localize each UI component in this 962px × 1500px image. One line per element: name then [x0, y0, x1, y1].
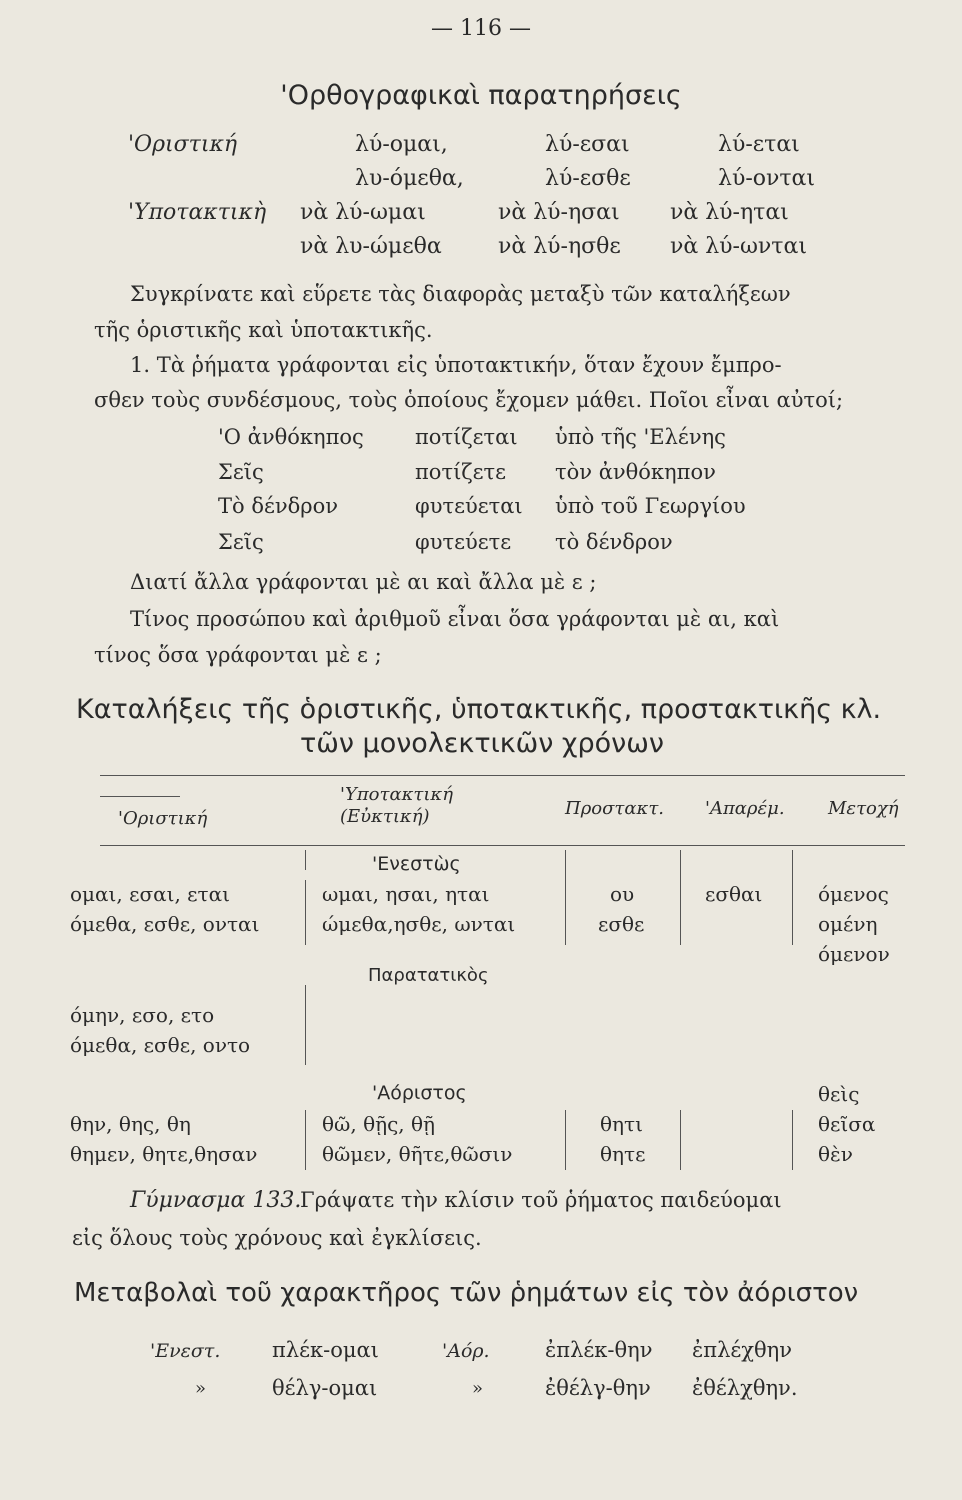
- table-cell: ώμεθα,ησθε, ωνται: [322, 912, 516, 936]
- aorist-form: ἐπλέχθην: [692, 1338, 792, 1362]
- conj-form: νὰ λυ-ώμεθα: [300, 234, 442, 259]
- paragraph-line: τῆς ὁριστικῆς καὶ ὑποτακτικῆς.: [94, 318, 433, 342]
- example-verb: ποτίζετε: [415, 460, 507, 484]
- example-rest: ὑπὸ τῆς 'Ελένης: [555, 425, 726, 449]
- present-form: θέλγ-ομαι: [272, 1376, 378, 1400]
- table-cell: εσθαι: [705, 882, 763, 906]
- table-cell: όμεθα, εσθε, ονται: [70, 912, 260, 936]
- aor-label: 'Αόρ.: [442, 1340, 490, 1362]
- example-rest: ὑπὸ τοῦ Γεωργίου: [555, 494, 746, 518]
- question-line: τίνος ὅσα γράφονται μὲ ε ;: [94, 643, 382, 667]
- conj-form: λύ-ομαι,: [355, 132, 448, 157]
- column-rule: [305, 850, 306, 870]
- paragraph-line: σθεν τοὺς συνδέσμους, τοὺς ὁποίους ἔχομεν μάθει. Ποῖοι εἶναι αὐτοί;: [94, 388, 844, 412]
- column-rule: [305, 880, 306, 945]
- aorist-form: ἐπλέκ-θην: [545, 1338, 653, 1362]
- conj-form: λύ-ονται: [718, 166, 816, 191]
- example-subject: Σεῖς: [218, 530, 264, 554]
- column-rule: [680, 1110, 681, 1170]
- section-heading: τῶν μονολεκτικῶν χρόνων: [300, 728, 664, 759]
- column-rule: [792, 850, 793, 945]
- tense-label-enestos: 'Ενεστὼς: [372, 853, 461, 875]
- table-rule: [100, 796, 180, 797]
- tense-label-paratatikos: Παρατατικὸς: [368, 965, 489, 986]
- conj-form: λύ-εται: [718, 132, 800, 157]
- section-heading: Μεταβολαὶ τοῦ χαρακτῆρος τῶν ῥημάτων εἰς τὸν ἀόριστον: [74, 1278, 859, 1308]
- table-cell: θῶ, θῇς, θῇ: [322, 1112, 436, 1136]
- header-eyktiki: (Εὐκτική): [340, 806, 430, 827]
- table-cell: θῶμεν, θῆτε,θῶσιν: [322, 1142, 513, 1166]
- conj-form: λύ-εσαι: [545, 132, 630, 157]
- oristiki-label: 'Οριστική: [128, 132, 238, 157]
- example-verb: ποτίζεται: [415, 425, 518, 449]
- table-cell: όμεθα, εσθε, οντο: [70, 1033, 251, 1057]
- table-cell: θητι: [600, 1112, 643, 1136]
- section-heading: Καταλήξεις τῆς ὁριστικῆς, ὑποτακτικῆς, προστακτικῆς κλ.: [76, 694, 882, 725]
- enest-label: 'Ενεστ.: [150, 1340, 221, 1362]
- paragraph-line: Συγκρίνατε καὶ εὕρετε τὰς διαφορὰς μεταξὺ τῶν καταλήξεων: [130, 282, 791, 306]
- header-oristiki: 'Οριστική: [118, 808, 208, 829]
- column-rule: [792, 1110, 793, 1170]
- table-cell: ομαι, εσαι, εται: [70, 882, 230, 906]
- column-rule: [305, 985, 306, 1065]
- exercise-text: εἰς ὅλους τοὺς χρόνους καὶ ἐγκλίσεις.: [72, 1226, 482, 1250]
- ditto-mark: »: [195, 1378, 207, 1399]
- example-verb: φυτεύεται: [415, 494, 523, 518]
- table-cell: θην, θης, θη: [70, 1112, 191, 1136]
- page-number: — 116 —: [431, 16, 531, 41]
- table-cell: θεὶς: [818, 1082, 860, 1106]
- conj-form: νὰ λύ-ησθε: [498, 234, 621, 259]
- table-cell: όμενος: [818, 882, 889, 906]
- table-cell: όμενον: [818, 942, 890, 966]
- conj-form: λυ-όμεθα,: [355, 166, 464, 191]
- column-rule: [305, 1110, 306, 1170]
- example-subject: Τὸ δένδρον: [218, 494, 339, 518]
- page-title: 'Ορθογραφικαὶ παρατηρήσεις: [280, 80, 682, 111]
- column-rule: [565, 850, 566, 945]
- table-top-rule: [100, 775, 905, 776]
- present-form: πλέκ-ομαι: [272, 1338, 379, 1362]
- example-verb: φυτεύετε: [415, 530, 512, 554]
- conj-form: νὰ λύ-ηται: [670, 200, 789, 225]
- column-rule: [680, 850, 681, 945]
- table-cell: ου: [610, 882, 635, 906]
- ditto-mark: »: [472, 1378, 484, 1399]
- header-aparemfato: 'Απαρέμ.: [705, 798, 785, 819]
- conj-form: νὰ λύ-ωνται: [670, 234, 807, 259]
- header-prostaktiki: Προστακτ.: [565, 798, 664, 819]
- ypotaktiki-label: 'Υποτακτικὴ: [128, 200, 267, 225]
- exercise-text: Γράψατε τὴν κλίσιν τοῦ ῥήματος παιδεύομαι: [300, 1188, 782, 1212]
- column-rule: [565, 1110, 566, 1170]
- paragraph-line: 1. Τὰ ῥήματα γράφονται εἰς ὑποτακτικήν, ὅταν ἔχουν ἔμπρο-: [130, 353, 782, 377]
- conj-form: νὰ λύ-ωμαι: [300, 200, 426, 225]
- example-rest: τὸ δένδρον: [555, 530, 673, 554]
- header-ypotaktiki: 'Υποτακτική: [340, 784, 454, 805]
- table-cell: εσθε: [598, 912, 645, 936]
- question-line: Διατί ἄλλα γράφονται μὲ αι καὶ ἄλλα μὲ ε ;: [130, 570, 597, 594]
- table-header-rule: [100, 845, 905, 846]
- tense-label-aoristos: 'Αόριστος: [372, 1082, 467, 1104]
- header-metochi: Μετοχή: [828, 798, 899, 819]
- table-cell: θὲν: [818, 1142, 853, 1166]
- table-cell: θημεν, θητε,θησαν: [70, 1142, 258, 1166]
- example-rest: τὸν ἀνθόκηπον: [555, 460, 716, 484]
- aorist-form: ἐθέλχθην.: [692, 1376, 798, 1400]
- example-subject: 'Ο ἀνθόκηπος: [218, 425, 364, 449]
- conj-form: νὰ λύ-ησαι: [498, 200, 620, 225]
- table-cell: ομένη: [818, 912, 878, 936]
- example-subject: Σεῖς: [218, 460, 264, 484]
- table-cell: όμην, εσο, ετο: [70, 1003, 215, 1027]
- conj-form: λύ-εσθε: [545, 166, 631, 191]
- table-cell: θητε: [600, 1142, 646, 1166]
- question-line: Τίνος προσώπου καὶ ἀριθμοῦ εἶναι ὅσα γράφονται μὲ αι, καὶ: [130, 607, 780, 631]
- aorist-form: ἐθέλγ-θην: [545, 1376, 651, 1400]
- table-cell: ωμαι, ησαι, ηται: [322, 882, 490, 906]
- table-cell: θεῖσα: [818, 1112, 876, 1136]
- exercise-label: Γύμνασμα 133.: [130, 1188, 302, 1213]
